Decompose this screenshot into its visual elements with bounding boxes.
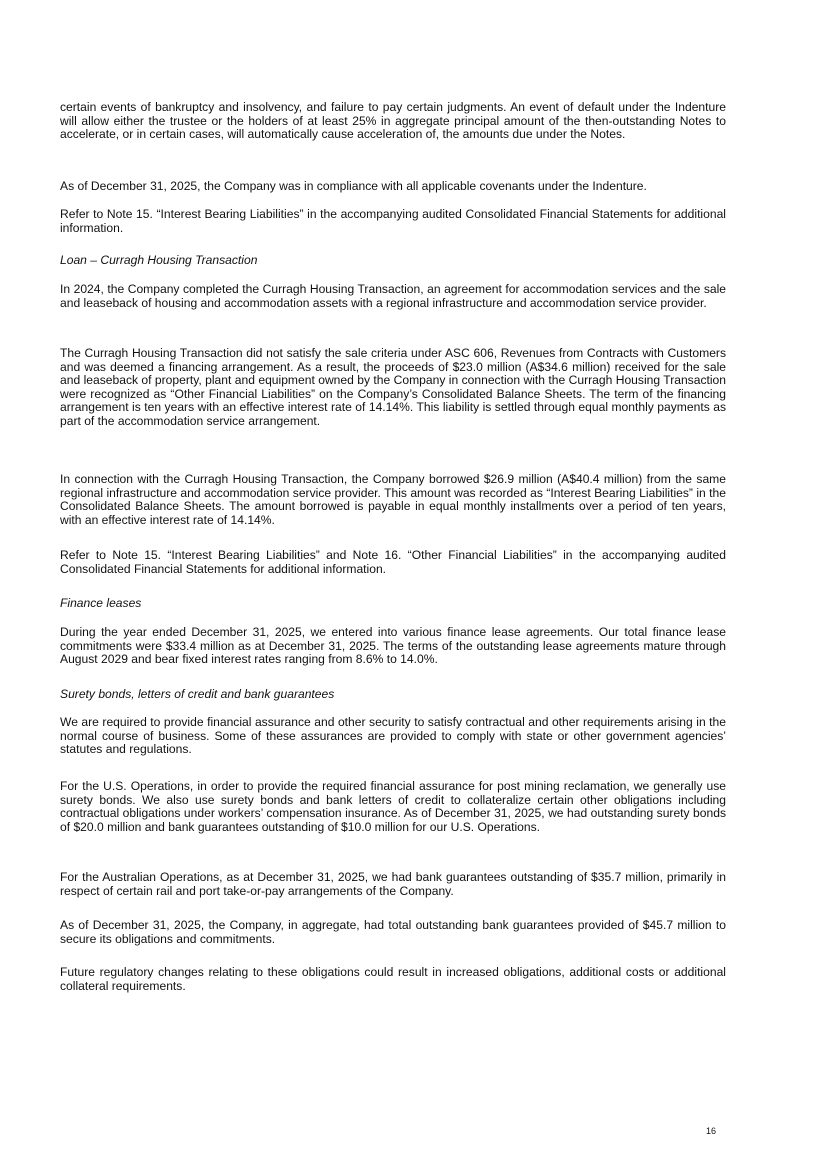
heading-loan-curragh-housing: Loan – Curragh Housing Transaction xyxy=(60,253,258,267)
paragraph-curragh-financing: The Curragh Housing Transaction did not satisfy the sale criteria under ASC 606, Revenues from Contracts with Customers and was deemed a financing arrangement. As a result, the proceeds of $23.0 million (A$34.6 million) received for the sale and leaseback of property, plant and equipment owned by the Company in connection with the Curragh Housing Transaction were recognized as “Other Financial Liabilities” on the Company’s Consolidated Balance Sheets. The term of the financing arrangement is ten years with an effective interest rate of 14.14%. This liability is settled through equal monthly payments as part of the accommodation service arrangement. xyxy=(60,346,726,428)
paragraph-us-operations: For the U.S. Operations, in order to provide the required financial assurance for post mining reclamation, we generally use surety bonds. We also use surety bonds and bank letters of credit to collateralize certain other obligations including contractual obligations under workers’ compensation insurance. As of December 31, 2025, we had outstanding surety bonds of $20.0 million and bank guarantees outstanding of $10.0 million for our U.S. Operations. xyxy=(60,779,726,834)
page-number: 16 xyxy=(706,1126,717,1136)
paragraph-financial-assurance: We are required to provide financial assurance and other security to satisfy contractual and other requirements arising in the normal course of business. Some of these assurances are provided to comply with state or other government agencies’ statutes and regulations. xyxy=(60,715,726,757)
heading-surety-bonds: Surety bonds, letters of credit and bank guarantees xyxy=(60,687,335,701)
heading-finance-leases: Finance leases xyxy=(60,596,142,610)
paragraph-covenant-compliance: As of December 31, 2025, the Company was in compliance with all applicable covenants under the Indenture. xyxy=(60,179,647,193)
paragraph-default-events: certain events of bankruptcy and insolvency, and failure to pay certain judgments. An event of default under the Indenture will allow either the trustee or the holders of at least 25% in aggregate principal amount of the then-outstanding Notes to accelerate, or in certain cases, will automatically cause acceleration of, the amounts due under the Notes. xyxy=(60,100,726,142)
paragraph-notes-reference: Refer to Note 15. “Interest Bearing Liabilities” and Note 16. “Other Financial Liabilities” in the accompanying audited Consolidated Financial Statements for additional information. xyxy=(60,548,726,576)
paragraph-aggregate-guarantees: As of December 31, 2025, the Company, in aggregate, had total outstanding bank guarantees provided of $45.7 million to secure its obligations and commitments. xyxy=(60,918,726,946)
paragraph-curragh-intro: In 2024, the Company completed the Curragh Housing Transaction, an agreement for accommodation services and the sale and leaseback of housing and accommodation assets with a regional infrastructure and accommodation service provider. xyxy=(60,282,726,310)
paragraph-finance-leases: During the year ended December 31, 2025, we entered into various finance lease agreements. Our total finance lease commitments were $33.4 million as at December 31, 2025. The terms of the outstanding lease agreements mature through August 2029 and bear fixed interest rates ranging from 8.6% to 14.0%. xyxy=(60,625,726,667)
paragraph-australian-operations: For the Australian Operations, as at December 31, 2025, we had bank guarantees outstanding of $35.7 million, primarily in respect of certain rail and port take-or-pay arrangements of the Company. xyxy=(60,870,726,898)
paragraph-regulatory-changes: Future regulatory changes relating to these obligations could result in increased obligations, additional costs or additional collateral requirements. xyxy=(60,965,726,993)
paragraph-note15-reference: Refer to Note 15. “Interest Bearing Liabilities” in the accompanying audited Consolidated Financial Statements for additional information. xyxy=(60,207,726,235)
paragraph-curragh-borrowing: In connection with the Curragh Housing Transaction, the Company borrowed $26.9 million (A$40.4 million) from the same regional infrastructure and accommodation service provider. This amount was recorded as “Interest Bearing Liabilities” in the Consolidated Balance Sheets. The amount borrowed is payable in equal monthly installments over a period of ten years, with an effective interest rate of 14.14%. xyxy=(60,472,726,527)
